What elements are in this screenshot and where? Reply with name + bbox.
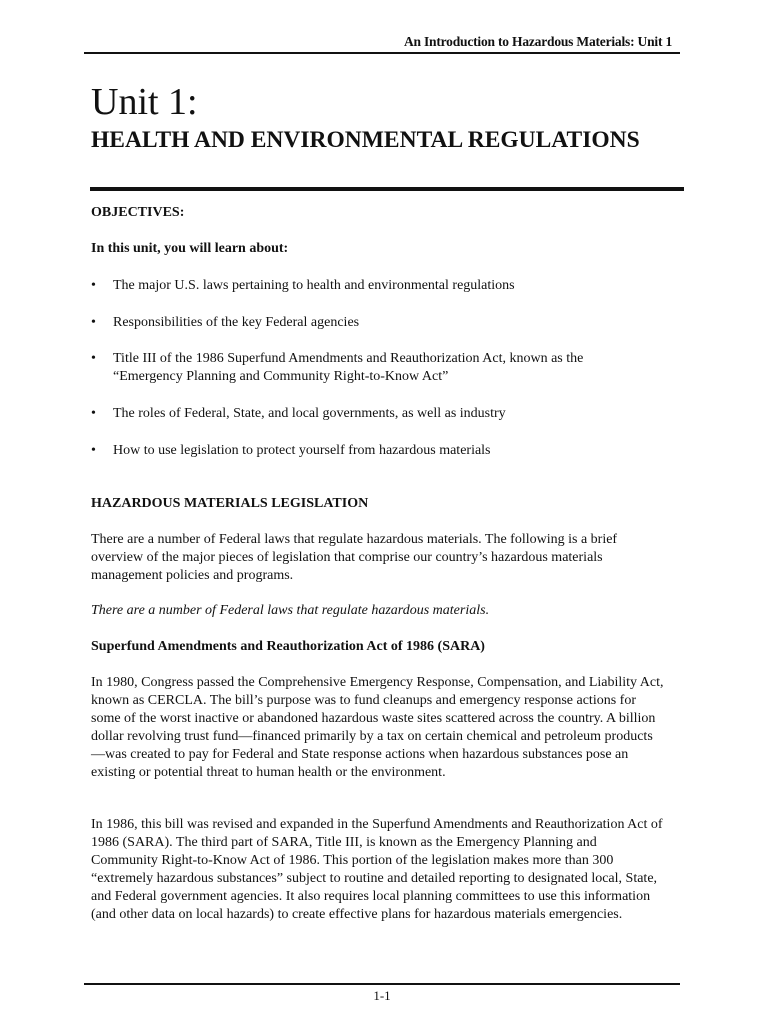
objective-text: The major U.S. laws pertaining to health and environmental regulations [113, 278, 515, 293]
objective-text: How to use legislation to protect yourself from hazardous materials [113, 443, 491, 458]
bullet-icon: • [91, 443, 96, 458]
objectives-intro: In this unit, you will learn about: [91, 241, 289, 256]
objectives-label: OBJECTIVES: [91, 205, 185, 220]
bullet-icon: • [91, 315, 96, 330]
bullet-icon: • [91, 406, 96, 421]
sara-paragraph-2: In 1986, this bill was revised and expanded in the Superfund Amendments and Reauthorization Act of 1986 (SARA). The third part of SARA, Title III, is known as the Emergency Planning and Community Right-to-Know Act of 1986. This portion of the legislation makes more than 300 “extremely hazardous substances” subject to routine and detailed reporting to designated local, State, and Federal government agencies. It also requires local planning committees to use this information (and other data on local hazards) to create effective plans for hazardous materials emergencies. [91, 817, 663, 922]
unit-title: Unit 1: [91, 81, 198, 123]
section-heading-legislation: HAZARDOUS MATERIALS LEGISLATION [91, 496, 369, 511]
footer-rule [84, 983, 680, 985]
bullet-icon: • [91, 351, 96, 366]
legislation-intro-paragraph: There are a number of Federal laws that regulate hazardous materials. The following is a brief overview of the major pieces of legislation that comprise our country’s hazardous materials management policies and programs. [91, 532, 618, 583]
running-header: An Introduction to Hazardous Materials: Unit 1 [403, 34, 672, 49]
objective-text: The roles of Federal, State, and local governments, as well as industry [113, 406, 506, 421]
bullet-icon: • [91, 278, 96, 293]
objective-item [91, 405, 676, 423]
section-heading-sara: Superfund Amendments and Reauthorization Act of 1986 (SARA) [91, 639, 485, 654]
sara-paragraph-1: In 1980, Congress passed the Comprehensive Emergency Response, Compensation, and Liability Act, known as CERCLA. The bill’s purpose was to fund cleanups and emergency response actions for some of the worst inactive or abandoned hazardous waste sites scattered across the country. A billion dollar revolving trust fund—financed primarily by a tax on certain chemical and petroleum products—was created to pay for Federal and State response actions when hazardous substances pose an existing or potential threat to human health or the environment. [91, 675, 664, 780]
page-number: 1-1 [373, 988, 391, 1003]
objective-text: Title III of the 1986 Superfund Amendments and Reauthorization Act, known as the “Emergency Planning and Community Right-to-Know Act” [113, 351, 584, 384]
objective-item [91, 314, 676, 332]
objective-item [91, 350, 676, 386]
objective-item [91, 442, 676, 460]
objective-item [91, 277, 676, 295]
title-rule [90, 187, 684, 191]
objective-text: Responsibilities of the key Federal agencies [113, 315, 360, 330]
legislation-callout: There are a number of Federal laws that regulate hazardous materials. [91, 603, 490, 618]
unit-subtitle: HEALTH AND ENVIRONMENTAL REGULATIONS [91, 127, 640, 153]
header-rule [84, 52, 680, 54]
